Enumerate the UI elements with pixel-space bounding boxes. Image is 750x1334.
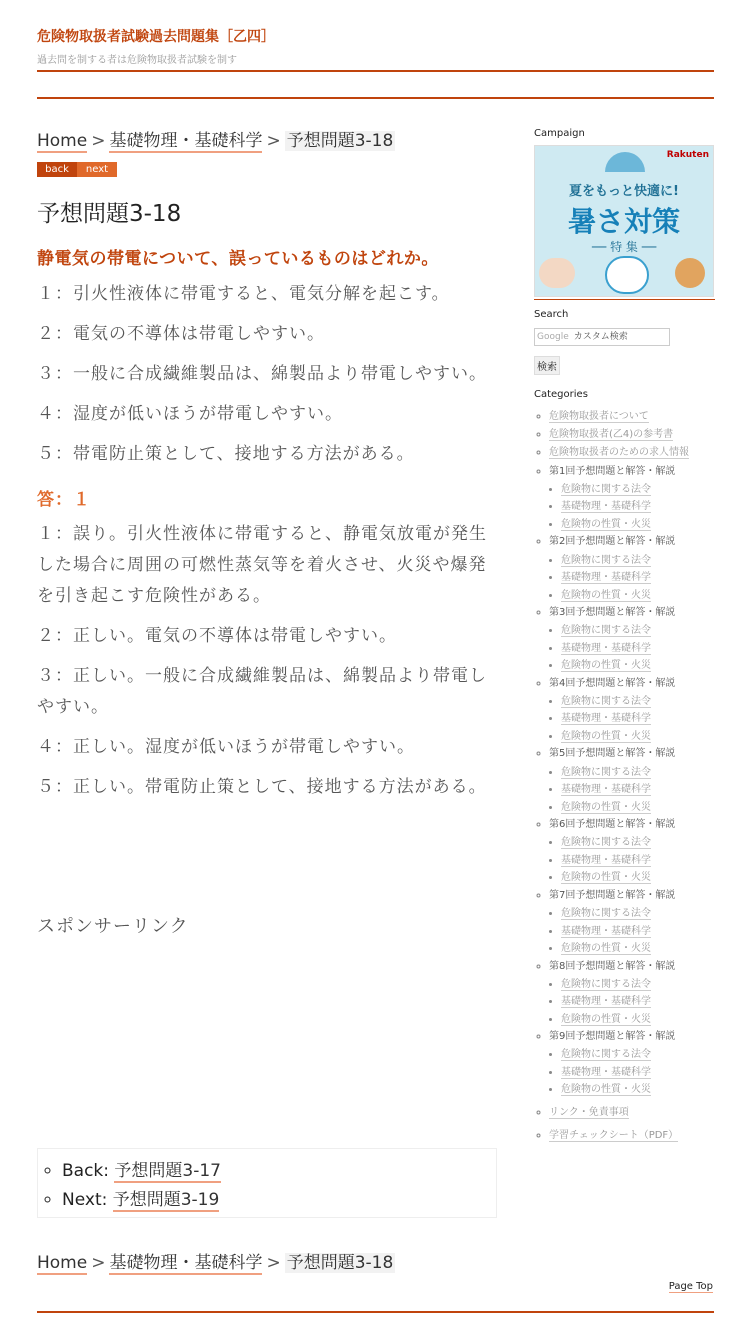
category-group-label[interactable]: 第7回予想問題と解答・解説 — [549, 889, 676, 901]
breadcrumb — [37, 126, 497, 151]
category-group-label[interactable]: 第3回予想問題と解答・解説 — [549, 607, 676, 619]
category-subitem — [561, 1081, 714, 1099]
category-group-label[interactable]: 第8回予想問題と解答・解説 — [549, 960, 676, 972]
category-item — [549, 408, 714, 426]
category-subitem — [561, 764, 714, 782]
category-sublink[interactable]: 危険物の性質・火災 — [561, 730, 651, 742]
category-group — [549, 463, 714, 534]
category-subitem — [561, 799, 714, 817]
category-sublink[interactable]: 基礎物理・基礎科学 — [561, 854, 651, 866]
footer-divider — [37, 1311, 714, 1313]
category-subitem — [561, 728, 714, 746]
category-sublink[interactable]: 危険物の性質・火災 — [561, 1084, 651, 1096]
bear-illustration — [605, 256, 649, 294]
next-button[interactable]: next — [77, 162, 117, 177]
search-input[interactable] — [534, 328, 670, 346]
option-item: ２：電気の不導体は帯電しやすい。 — [37, 324, 325, 344]
sidebar — [534, 128, 714, 1145]
banner-line-3: ── 特 集 ── — [591, 240, 657, 254]
breadcrumb-bottom — [37, 1248, 395, 1273]
site-title[interactable]: 危険物取扱者試験過去問題集［乙四］ — [37, 29, 275, 45]
breadcrumb-category[interactable]: 基礎物理・基礎科学 — [109, 1253, 263, 1273]
category-sublink[interactable]: 基礎物理・基礎科学 — [561, 642, 651, 654]
answer-text: 答：１ — [37, 490, 91, 510]
category-link[interactable]: 危険物取扱者のための求人情報 — [549, 447, 689, 459]
category-subitem — [561, 516, 714, 534]
category-item — [549, 1127, 714, 1145]
next-post-link[interactable]: 予想問題3-19 — [112, 1190, 220, 1210]
category-subitem — [561, 710, 714, 728]
category-subitem — [561, 1046, 714, 1064]
post-title: 予想問題3-18 — [37, 201, 182, 227]
campaign-banner[interactable] — [534, 145, 714, 297]
category-sublist — [549, 481, 714, 534]
category-subitem — [561, 923, 714, 941]
category-group-label[interactable]: 第2回予想問題と解答・解説 — [549, 536, 676, 548]
category-subitem — [561, 781, 714, 799]
banner-line-2: 暑さ対策 — [567, 205, 680, 238]
category-sublink[interactable]: 基礎物理・基礎科学 — [561, 501, 651, 513]
category-subitem — [561, 622, 714, 640]
breadcrumb-separator: > — [91, 1253, 106, 1273]
next-post-label: Next: — [62, 1190, 113, 1210]
search-placeholder: カスタム検索 — [573, 332, 628, 342]
option-item: ３：一般に合成繊維製品は、綿製品より帯電しやすい。 — [37, 364, 487, 384]
prev-post-label: Back: — [62, 1161, 115, 1181]
category-sublist — [549, 764, 714, 817]
category-group-label[interactable]: 第5回予想問題と解答・解説 — [549, 748, 676, 760]
back-button[interactable]: back — [37, 162, 77, 177]
breadcrumb-home[interactable]: Home — [37, 131, 88, 151]
category-sublink[interactable]: 危険物の性質・火災 — [561, 1013, 651, 1025]
post-navigation — [37, 1148, 497, 1218]
category-group — [549, 604, 714, 675]
header-divider — [37, 70, 714, 72]
site-description: 過去問を制する者は危険物取扱者試験を制す — [37, 55, 237, 66]
category-sublink[interactable]: 危険物に関する法令 — [561, 625, 651, 637]
category-link[interactable]: 危険物取扱者について — [549, 411, 649, 422]
category-sublist — [549, 976, 714, 1029]
search-title: Search — [534, 309, 569, 320]
question-text: 静電気の帯電について、誤っているものはどれか。 — [37, 249, 439, 269]
category-sublink[interactable]: 基礎物理・基礎科学 — [561, 784, 651, 796]
category-sublink[interactable]: 基礎物理・基礎科学 — [561, 1066, 651, 1078]
category-subitem — [561, 640, 714, 658]
category-subitem — [561, 852, 714, 870]
category-group — [549, 958, 714, 1029]
post-pager — [37, 162, 497, 177]
page-top-link[interactable]: Page Top — [668, 1281, 713, 1292]
category-group — [549, 745, 714, 816]
sponsor-link-label: スポンサーリンク — [37, 916, 189, 937]
girl-illustration — [539, 258, 575, 288]
category-item — [549, 444, 714, 462]
category-sublist — [549, 693, 714, 746]
breadcrumb-separator: > — [91, 131, 106, 151]
option-item: １：引火性液体に帯電すると、電気分解を起こす。 — [37, 284, 450, 304]
categories-title: Categories — [534, 389, 588, 400]
explanation-item: ２：正しい。電気の不導体は帯電しやすい。 — [37, 626, 397, 646]
category-sublink[interactable]: 基礎物理・基礎科学 — [561, 996, 651, 1008]
category-group-label[interactable]: 第4回予想問題と解答・解説 — [549, 677, 676, 689]
category-group — [549, 675, 714, 746]
categories-list — [534, 408, 714, 1145]
category-sublink[interactable]: 危険物に関する法令 — [561, 908, 651, 920]
category-subitem — [561, 481, 714, 499]
category-subitem — [561, 1064, 714, 1082]
breadcrumb-current: 予想問題3-18 — [286, 1253, 394, 1273]
category-sublink[interactable]: 危険物の性質・火災 — [561, 872, 651, 884]
category-link[interactable]: 危険物取扱者(乙4)の参考書 — [549, 429, 674, 441]
category-sublink[interactable]: 危険物の性質・火災 — [561, 589, 651, 601]
category-sublink[interactable]: 危険物に関する法令 — [561, 766, 651, 778]
category-sublist — [549, 905, 714, 958]
category-sublink[interactable]: 基礎物理・基礎科学 — [561, 925, 651, 937]
breadcrumb-separator: > — [266, 1253, 281, 1273]
category-link[interactable]: リンク・免責事項 — [549, 1106, 629, 1118]
category-group-label[interactable]: 第9回予想問題と解答・解説 — [549, 1031, 676, 1043]
banner-line-1: 夏をもっと快適に! — [569, 184, 679, 199]
category-sublink[interactable]: 危険物に関する法令 — [561, 483, 651, 495]
category-sublist — [549, 834, 714, 887]
category-sublink[interactable]: 危険物の性質・火災 — [561, 518, 651, 530]
category-subitem — [561, 569, 714, 587]
category-subitem — [561, 693, 714, 711]
category-subitem — [561, 1011, 714, 1029]
category-subitem — [561, 587, 714, 605]
category-group-label[interactable]: 第6回予想問題と解答・解説 — [549, 819, 676, 831]
category-group — [549, 887, 714, 958]
category-subitem — [561, 657, 714, 675]
category-sublist — [549, 552, 714, 605]
sun-icon — [605, 152, 645, 172]
category-sublink[interactable]: 危険物の性質・火災 — [561, 801, 651, 813]
category-group — [549, 1028, 714, 1099]
category-sublist — [549, 622, 714, 675]
category-group-label[interactable]: 第1回予想問題と解答・解説 — [549, 465, 676, 477]
category-subitem — [561, 869, 714, 887]
next-post-item — [62, 1186, 496, 1215]
category-sublink[interactable]: 危険物の性質・火災 — [561, 660, 651, 672]
explanation-item: ３：正しい。一般に合成繊維製品は、綿製品より帯電しやすい。 — [37, 666, 487, 717]
category-group — [549, 816, 714, 887]
main-content — [37, 126, 497, 1273]
breadcrumb-current: 予想問題3-18 — [286, 131, 394, 151]
category-subitem — [561, 940, 714, 958]
category-item — [549, 426, 714, 444]
campaign-title: Campaign — [534, 128, 585, 139]
option-item: ４：湿度が低いほうが帯電しやすい。 — [37, 404, 343, 424]
category-subitem — [561, 498, 714, 516]
category-sublink[interactable]: 基礎物理・基礎科学 — [561, 572, 651, 584]
rakuten-logo: Rakuten — [666, 150, 709, 160]
category-subitem — [561, 552, 714, 570]
category-subitem — [561, 976, 714, 994]
category-sublist — [549, 1046, 714, 1099]
search-form — [534, 328, 714, 375]
google-logo: Google — [537, 332, 569, 342]
category-sublink[interactable]: 危険物に関する法令 — [561, 695, 651, 707]
category-sublink[interactable]: 危険物に関する法令 — [561, 1049, 651, 1061]
category-subitem — [561, 905, 714, 923]
category-sublink[interactable]: 危険物に関する法令 — [561, 837, 651, 849]
nav-divider — [37, 97, 714, 99]
category-sublink[interactable]: 危険物に関する法令 — [561, 978, 651, 990]
prev-post-link[interactable]: 予想問題3-17 — [114, 1161, 221, 1181]
category-subitem — [561, 834, 714, 852]
explanation-item: ５：正しい。帯電防止策として、接地する方法がある。 — [37, 777, 487, 797]
explanation-item: １：誤り。引火性液体に帯電すると、静電気放電が発生した場合に周囲の可燃性蒸気等を着火させ、火災や爆発を引き起こす危険性がある。 — [37, 524, 487, 606]
category-subitem — [561, 993, 714, 1011]
sidebar-divider — [534, 299, 715, 300]
category-sublink[interactable]: 基礎物理・基礎科学 — [561, 713, 651, 725]
category-sublink[interactable]: 危険物の性質・火災 — [561, 943, 651, 955]
breadcrumb-separator: > — [266, 131, 281, 151]
dog-illustration — [675, 258, 705, 288]
category-link[interactable]: 学習チェックシート（PDF） — [549, 1130, 679, 1142]
category-group — [549, 533, 714, 604]
prev-post-item — [62, 1157, 496, 1186]
breadcrumb-home[interactable]: Home — [37, 1253, 88, 1273]
breadcrumb-category[interactable]: 基礎物理・基礎科学 — [109, 131, 263, 151]
search-button[interactable]: 検索 — [534, 356, 560, 375]
explanation-item: ４：正しい。湿度が低いほうが帯電しやすい。 — [37, 737, 415, 757]
category-item — [549, 1104, 714, 1122]
category-sublink[interactable]: 危険物に関する法令 — [561, 554, 651, 566]
option-item: ５：帯電防止策として、接地する方法がある。 — [37, 444, 415, 464]
